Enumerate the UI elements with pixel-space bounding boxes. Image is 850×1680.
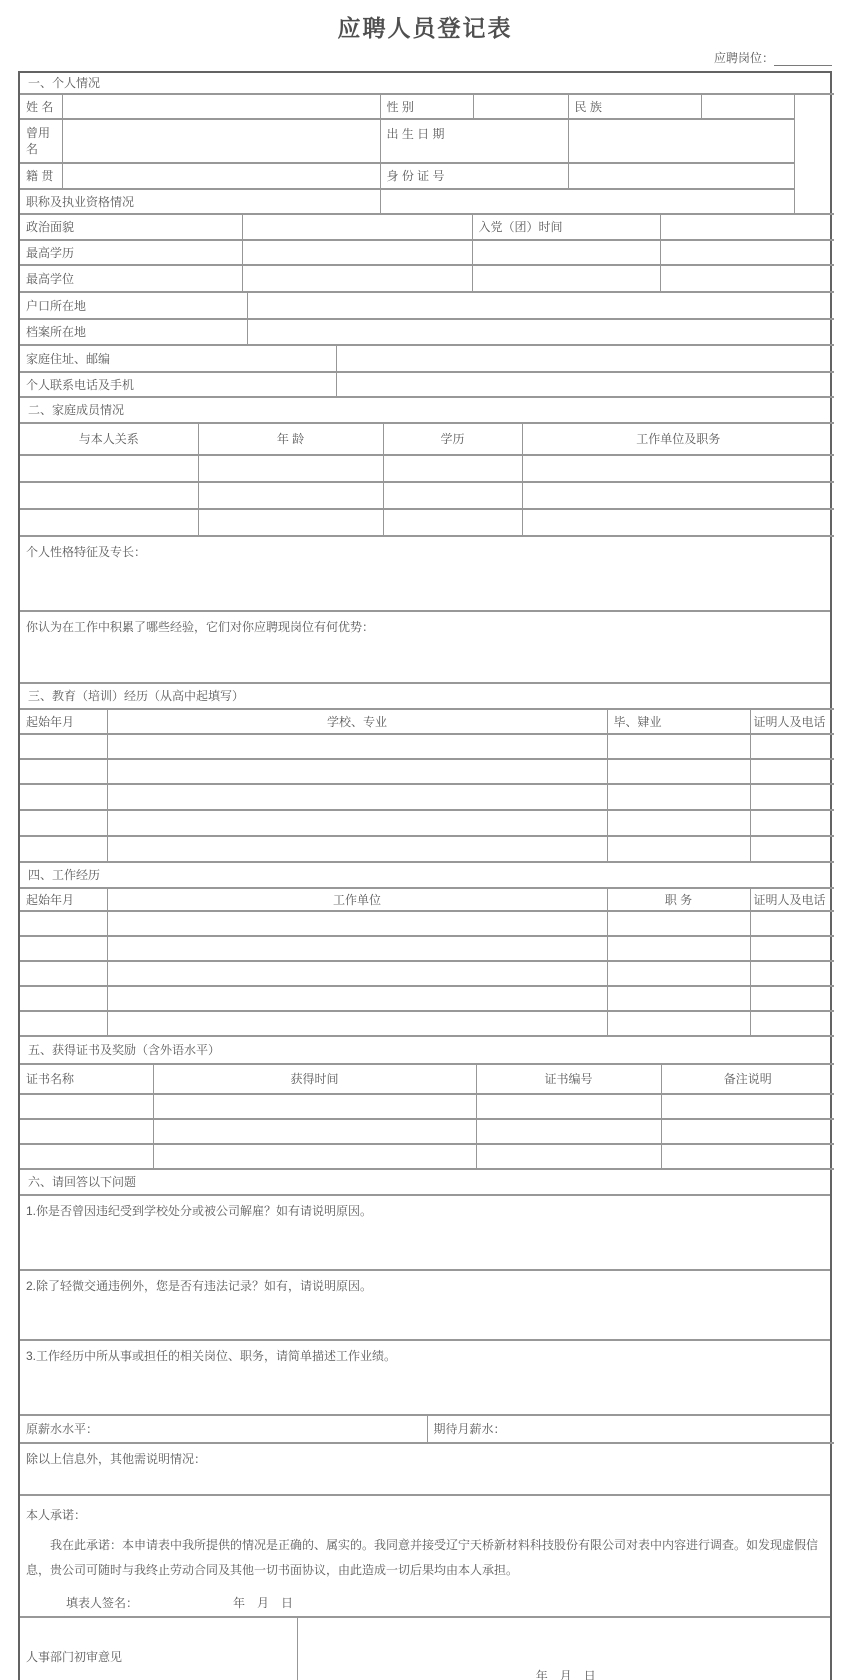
blank-cell xyxy=(107,986,607,1011)
blank-cell xyxy=(661,1119,834,1144)
name-value-cell xyxy=(62,94,380,119)
blank-cell xyxy=(750,986,834,1011)
blank-cell xyxy=(107,911,607,936)
work-col-reference: 证明人及电话 xyxy=(750,888,834,911)
party-join-time-label: 入党（团）时间 xyxy=(472,215,660,240)
traits-table xyxy=(20,537,830,684)
phone-value-cell xyxy=(336,372,834,397)
political-info-table xyxy=(20,215,834,293)
blank-cell xyxy=(607,911,750,936)
signature-line xyxy=(26,1595,824,1611)
cert-col-date: 获得时间 xyxy=(153,1064,476,1094)
hukou-value-cell xyxy=(247,293,834,319)
address-value-cell xyxy=(336,346,834,372)
phone-label: 个人联系电话及手机 xyxy=(20,372,336,397)
blank-cell xyxy=(20,455,198,482)
experience-advantage-cell: 你认为在工作中积累了哪些经验，它们对你应聘现岗位有何优势： xyxy=(20,611,830,683)
blank-cell xyxy=(20,1094,153,1119)
table-row xyxy=(20,455,834,482)
blank-cell xyxy=(750,734,834,759)
blank-cell xyxy=(476,1119,661,1144)
section4-header: 四、工作经历 xyxy=(20,863,834,888)
hukou-label: 户口所在地 xyxy=(20,293,247,319)
work-col-position: 职 务 xyxy=(607,888,750,911)
table-row xyxy=(20,759,834,784)
salary-table xyxy=(20,1416,834,1444)
certificates-table xyxy=(20,1037,834,1170)
blank-cell xyxy=(607,836,750,862)
hr-review-date: 年 月 日 xyxy=(535,1669,596,1680)
blank-cell xyxy=(107,1011,607,1036)
section3-header: 三、教育（培训）经历（从高中起填写） xyxy=(20,684,834,709)
personality-cell: 个人性格特征及专长： xyxy=(20,537,830,611)
blank-cell xyxy=(476,1144,661,1169)
blank-cell xyxy=(750,784,834,810)
cert-col-number: 证书编号 xyxy=(476,1064,661,1094)
blank-cell xyxy=(660,240,834,265)
page-title: 应聘人员登记表 xyxy=(337,15,513,41)
table-row xyxy=(20,509,834,536)
other-info-cell: 除以上信息外，其他需说明情况： xyxy=(20,1444,830,1495)
blank-cell xyxy=(20,961,107,986)
blank-cell xyxy=(750,936,834,961)
hr-review-opinion-cell xyxy=(297,1618,834,1680)
title-qualification-label: 职称及执业资格情况 xyxy=(20,189,380,214)
work-col-company: 工作单位 xyxy=(107,888,607,911)
blank-cell xyxy=(20,836,107,862)
blank-cell xyxy=(153,1144,476,1169)
blank-cell xyxy=(20,482,198,509)
archive-label: 档案所在地 xyxy=(20,319,247,345)
blank-cell xyxy=(522,455,834,482)
other-info-table xyxy=(20,1444,830,1618)
blank-cell xyxy=(750,810,834,836)
table-row xyxy=(20,1119,834,1144)
photo-cell xyxy=(794,94,834,214)
blank-cell xyxy=(198,482,383,509)
section1-header: 一、个人情况 xyxy=(20,73,834,94)
commitment-title: 本人承诺： xyxy=(26,1508,87,1523)
blank-cell xyxy=(607,1011,750,1036)
blank-cell xyxy=(661,1144,834,1169)
archive-value-cell xyxy=(247,319,834,345)
blank-cell xyxy=(107,961,607,986)
section5-header: 五、获得证书及奖励（含外语水平） xyxy=(20,1037,834,1064)
highest-degree-label: 最高学位 xyxy=(20,265,242,292)
ethnicity-label: 民 族 xyxy=(568,94,701,119)
blank-cell xyxy=(750,1011,834,1036)
blank-cell xyxy=(472,240,660,265)
blank-cell xyxy=(750,911,834,936)
blank-cell xyxy=(20,759,107,784)
personal-info-table xyxy=(20,73,834,215)
blank-cell xyxy=(20,1119,153,1144)
blank-cell xyxy=(20,784,107,810)
former-name-label: 曾用名 xyxy=(20,119,62,163)
table-row xyxy=(20,482,834,509)
question1-cell: 1.你是否曾因违纪受到学校处分或被公司解雇？如有请说明原因。 xyxy=(20,1195,830,1270)
blank-cell xyxy=(383,482,522,509)
blank-cell xyxy=(107,836,607,862)
former-name-value-cell xyxy=(62,119,380,163)
question3-cell: 3.工作经历中所从事或担任的相关岗位、职务，请简单描述工作业绩。 xyxy=(20,1340,830,1415)
table-row xyxy=(20,986,834,1011)
commitment-cell xyxy=(20,1495,830,1617)
ethnicity-value-cell xyxy=(701,94,794,119)
blank-cell xyxy=(198,455,383,482)
hr-review-table xyxy=(20,1618,834,1680)
family-col-education: 学历 xyxy=(383,423,522,455)
table-row xyxy=(20,911,834,936)
table-row xyxy=(20,784,834,810)
table-row xyxy=(20,1144,834,1169)
family-col-workplace: 工作单位及职务 xyxy=(522,423,834,455)
commitment-body: 我在此承诺：本申请表中我所提供的情况是正确的、属实的。我同意并接受辽宁天桥新材料科技股份有限公司对表中内容进行调查。如发现虚假信息，贵公司可随时与我终止劳动合同及其他一切书面协议，由此造成一切后果均由本人承担。 xyxy=(26,1538,819,1578)
blank-cell xyxy=(20,936,107,961)
party-join-time-value-cell xyxy=(660,215,834,240)
signature-label: 填表人签名： xyxy=(66,1596,139,1611)
gender-label: 性 别 xyxy=(380,94,473,119)
position-applied-label: 应聘岗位： xyxy=(713,51,774,65)
hr-review-label: 人事部门初审意见 xyxy=(20,1618,297,1680)
blank-cell xyxy=(198,509,383,536)
blank-cell xyxy=(472,265,660,292)
blank-cell xyxy=(607,759,750,784)
gender-value-cell xyxy=(473,94,568,119)
work-experience-table xyxy=(20,863,834,1037)
blank-cell xyxy=(20,1011,107,1036)
family-col-relation: 与本人关系 xyxy=(20,423,198,455)
blank-cell xyxy=(607,810,750,836)
title-qualification-value-cell xyxy=(380,189,794,214)
blank-cell xyxy=(20,986,107,1011)
edu-col-period: 起始年月 xyxy=(20,709,107,734)
residence-info-table xyxy=(20,293,834,346)
blank-cell xyxy=(107,936,607,961)
blank-cell xyxy=(607,936,750,961)
position-applied-blank xyxy=(774,53,832,66)
table-row xyxy=(20,734,834,759)
application-form-page xyxy=(18,10,832,1680)
blank-cell xyxy=(20,1144,153,1169)
name-label: 姓 名 xyxy=(20,94,62,119)
blank-cell xyxy=(750,759,834,784)
blank-cell xyxy=(607,961,750,986)
blank-cell xyxy=(20,509,198,536)
address-label: 家庭住址、邮编 xyxy=(20,346,336,372)
family-col-age: 年 龄 xyxy=(198,423,383,455)
native-place-value-cell xyxy=(62,163,380,189)
id-number-value-cell xyxy=(568,163,794,189)
blank-cell xyxy=(661,1094,834,1119)
blank-cell xyxy=(522,482,834,509)
edu-col-reference: 证明人及电话 xyxy=(750,709,834,734)
table-row xyxy=(20,1094,834,1119)
blank-cell xyxy=(383,509,522,536)
table-row xyxy=(20,810,834,836)
blank-cell xyxy=(607,734,750,759)
questions-table xyxy=(20,1170,830,1416)
question2-cell: 2.除了轻微交通违例外，您是否有违法记录？如有，请说明原因。 xyxy=(20,1270,830,1340)
family-members-table xyxy=(20,398,834,537)
table-row xyxy=(20,836,834,862)
blank-cell xyxy=(607,784,750,810)
cert-col-note: 备注说明 xyxy=(661,1064,834,1094)
section6-header: 六、请回答以下问题 xyxy=(20,1170,830,1195)
id-number-label: 身 份 证 号 xyxy=(380,163,568,189)
position-applied-line xyxy=(18,49,832,67)
highest-education-value-cell xyxy=(242,240,472,265)
table-row xyxy=(20,961,834,986)
expected-salary-label: 期待月薪水： xyxy=(427,1416,834,1443)
blank-cell xyxy=(107,734,607,759)
blank-cell xyxy=(107,784,607,810)
blank-cell xyxy=(20,911,107,936)
political-status-label: 政治面貌 xyxy=(20,215,242,240)
blank-cell xyxy=(750,836,834,862)
highest-education-label: 最高学历 xyxy=(20,240,242,265)
current-salary-label: 原薪水水平： xyxy=(20,1416,427,1443)
blank-cell xyxy=(750,961,834,986)
form-table xyxy=(18,71,832,1680)
highest-degree-value-cell xyxy=(242,265,472,292)
blank-cell xyxy=(20,734,107,759)
edu-col-school: 学校、专业 xyxy=(107,709,607,734)
blank-cell xyxy=(153,1094,476,1119)
table-row xyxy=(20,936,834,961)
signature-date: 年 月 日 xyxy=(233,1596,294,1611)
cert-col-name: 证书名称 xyxy=(20,1064,153,1094)
political-status-value-cell xyxy=(242,215,472,240)
education-table xyxy=(20,684,834,863)
blank-cell xyxy=(522,509,834,536)
section2-header: 二、家庭成员情况 xyxy=(20,398,834,423)
work-col-period: 起始年月 xyxy=(20,888,107,911)
edu-col-graduation: 毕、肄业 xyxy=(607,709,750,734)
blank-cell xyxy=(20,810,107,836)
blank-cell xyxy=(383,455,522,482)
blank-cell xyxy=(107,810,607,836)
birth-date-value-cell xyxy=(568,119,794,163)
blank-cell xyxy=(107,759,607,784)
contact-info-table xyxy=(20,346,834,398)
native-place-label: 籍 贯 xyxy=(20,163,62,189)
table-row xyxy=(20,1011,834,1036)
blank-cell xyxy=(476,1094,661,1119)
blank-cell xyxy=(607,986,750,1011)
blank-cell xyxy=(660,265,834,292)
birth-date-label: 出 生 日 期 xyxy=(380,119,568,163)
blank-cell xyxy=(153,1119,476,1144)
